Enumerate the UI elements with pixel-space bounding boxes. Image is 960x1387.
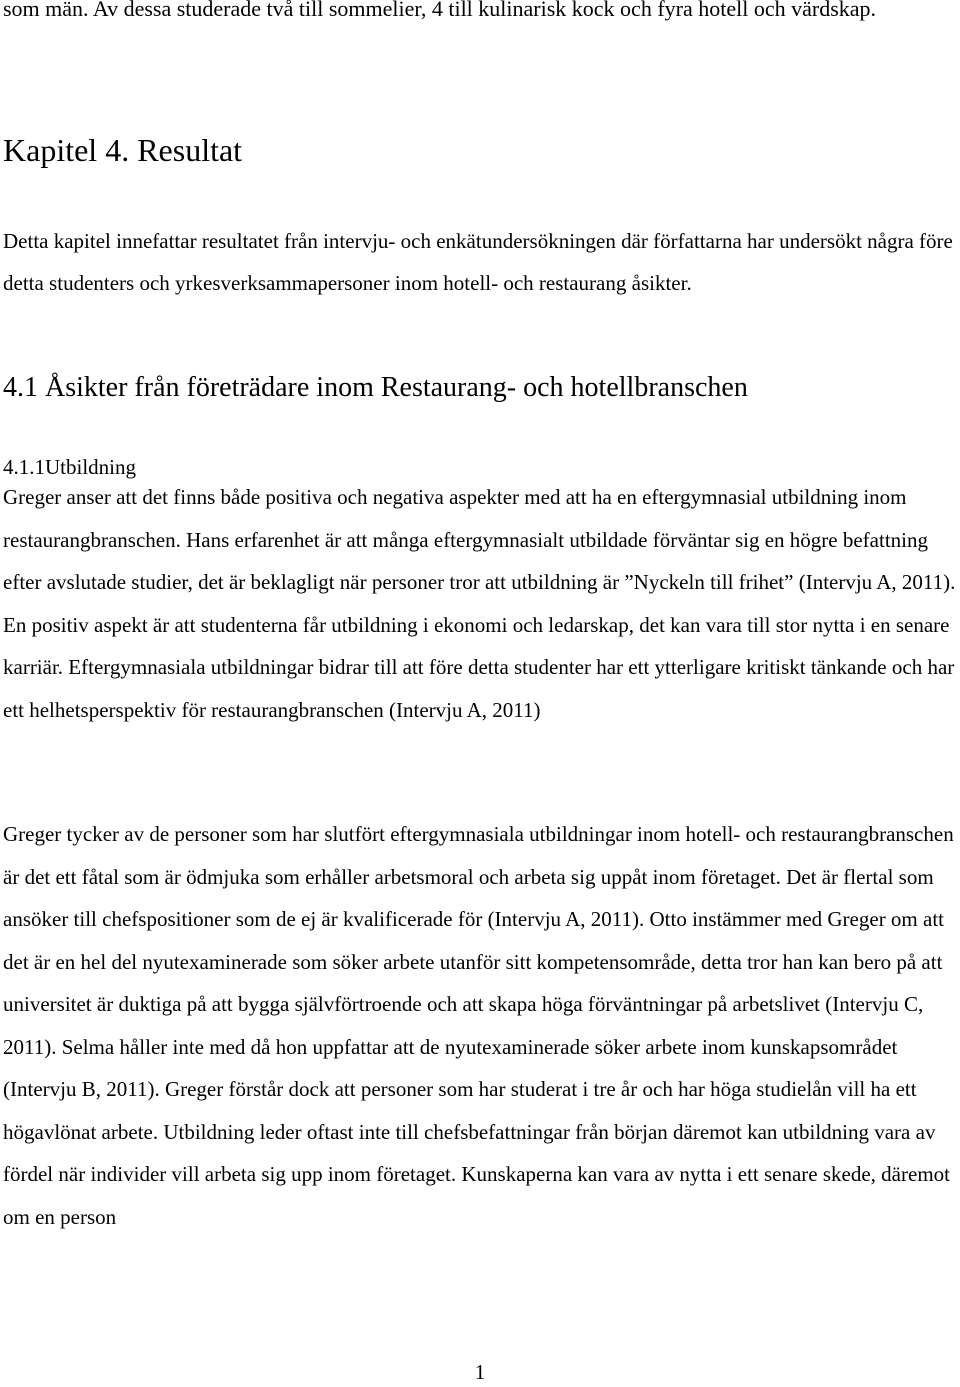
subsection-heading: 4.1.1Utbildning: [3, 455, 137, 479]
intro-paragraph: som män. Av dessa studerade två till sommelier, 4 till kulinarisk kock och fyra hotell och värdskap.: [3, 0, 877, 21]
chapter-heading: Kapitel 4. Resultat: [3, 132, 243, 168]
body-paragraph-2: Greger tycker av de personer som har slutfört eftergymnasiala utbildningar inom hotell- och restaurangbranschen är det ett fåtal som är ödmjuka som erhåller arbetsmoral och arbeta sig uppåt inom företaget. Det är flertal som ansöker till chefspositioner som de ej är kvalificerade för (Intervju A, 2011). Otto instämmer med Greger om att det är en hel del nyutexaminerade som söker arbete utanför sitt kompetensområde, detta tror han kan bero på att universitet är duktiga på att bygga självförtroende och att skapa höga förväntningar på arbetslivet (Intervju C, 2011). Selma håller inte med då hon uppfattar att de nyutexaminerade söker arbete inom kunskapsområdet (Intervju B, 2011). Greger förstår dock att personer som har studerat i tre år och har höga studielån vill ha ett högavlönat arbete. Utbildning leder oftast inte till chefsbefattningar från början däremot kan utbildning vara av fördel när individer vill arbeta sig upp inom företaget. Kunskaperna kan vara av nytta i ett senare skede, däremot om en person: [3, 822, 954, 1229]
section-heading: 4.1 Åsikter från företrädare inom Restaurang- och hotellbranschen: [3, 372, 748, 403]
body-paragraph-1: Greger anser att det finns både positiva och negativa aspekter med att ha en eftergymnasial utbildning inom restaurangbranschen. Hans erfarenhet är att många eftergymnasialt utbildade förväntar sig en högre befattning efter avslutade studier, det är beklagligt när personer tror att utbildning är ”Nyckeln till frihet” (Intervju A, 2011). En positiv aspekt är att studenterna får utbildning i ekonomi och ledarskap, det kan vara till stor nytta i en senare karriär. Eftergymnasiala utbildningar bidrar till att före detta studenter har ett ytterligare kritiskt tänkande och har ett helhetsperspektiv för restaurangbranschen (Intervju A, 2011): [3, 485, 956, 722]
chapter-intro-paragraph: Detta kapitel innefattar resultatet från intervju- och enkätundersökningen där författarna har undersökt några före detta studenters och yrkesverksammapersoner inom hotell- och restaurang åsikter.: [3, 229, 953, 295]
page-number: 1: [474, 1360, 486, 1384]
